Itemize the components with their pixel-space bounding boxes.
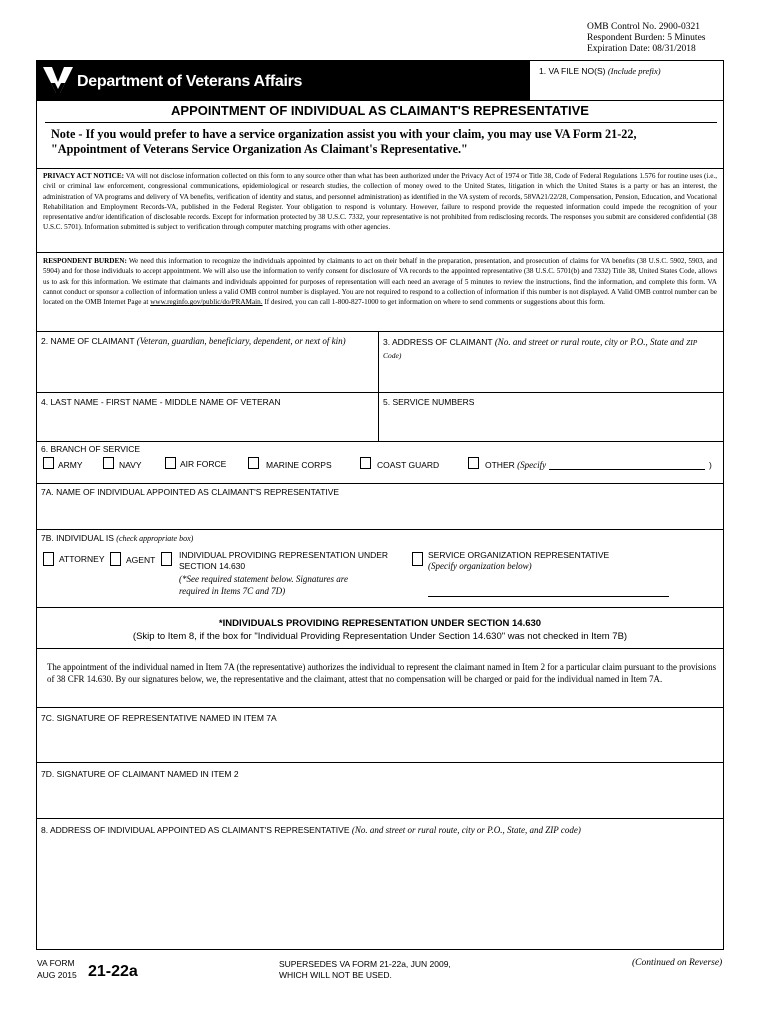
footer-continued: (Continued on Reverse) [632,958,723,968]
service-org-input[interactable] [428,596,669,597]
veteran-name-field[interactable]: 4. LAST NAME - FIRST NAME - MIDDLE NAME OF VETERAN [41,397,281,407]
privacy-act-notice [43,171,717,233]
claimant-address-hint: (No. and street or rural route, city or P.O., State and [494,337,684,347]
branch-marine-corps-label: MARINE CORPS [266,460,332,470]
burden-tail: If desired, you can call 1-800-827-1000 to get information on where to send comments or suggestions about this form. [262,298,605,307]
claimant-address-label: 3. ADDRESS OF CLAIMANT [383,337,493,347]
individual-is-text: 7B. INDIVIDUAL IS [41,533,114,543]
form-body [36,60,724,950]
agent-label: AGENT [126,555,156,565]
va-file-number-hint: (Include prefix) [607,66,661,76]
branch-air-force-checkbox[interactable] [165,457,176,469]
representative-address-hint: (No. and street or rural route, city or P.O., State, and ZIP code) [351,825,581,835]
form-title: APPOINTMENT OF INDIVIDUAL AS CLAIMANT'S REPRESENTATIVE [171,103,589,118]
omb-expiration-date: Expiration Date: 08/31/2018 [587,44,696,54]
omb-respondent-burden: Respondent Burden: 5 Minutes [587,33,706,43]
branch-navy-label: NAVY [119,460,142,470]
claimant-signature-field[interactable]: 7D. SIGNATURE OF CLAIMANT NAMED IN ITEM 2 [41,769,239,779]
service-org-hint: (Specify organization below) [428,561,532,571]
branch-army-checkbox[interactable] [43,457,54,469]
branch-army-label: ARMY [58,460,83,470]
branch-coast-guard-label: COAST GUARD [377,460,440,470]
branch-air-force-label: AIR FORCE [180,459,227,469]
section-14630-statement: The appointment of the individual named in Item 7A (the representative) authorizes the individual to represent the claimant named in Item 2 for a particular claim pursuant to the provisions of 38 CFR 14.630. By our signatures below, we, the representative and the claimant, attest that no compensation will be charged or paid for the individual named in Item 7A. [47,662,717,684]
privacy-heading: PRIVACY ACT NOTICE: [43,172,125,180]
agency-header-band [37,61,529,100]
footer-form-number: 21-22a [88,963,138,980]
branch-other-input[interactable] [549,469,705,470]
branch-of-service-label: 6. BRANCH OF SERVICE [41,444,141,454]
individual-14630-label [179,550,388,572]
footer-supersedes-1: SUPERSEDES VA FORM 21-22a, JUN 2009, [279,959,451,969]
branch-navy-checkbox[interactable] [103,457,114,469]
branch-other-checkbox[interactable] [468,457,479,469]
respondent-burden-notice [43,256,717,307]
individual-14630-note-2: required in Items 7C and 7D) [179,586,286,596]
note-line-1: Note - If you would prefer to have a service organization assist you with your claim, you may use VA Form 21-22, [51,127,637,141]
burden-heading: RESPONDENT BURDEN: [43,257,127,265]
service-org-checkbox[interactable] [412,552,423,566]
omb-control-number: OMB Control No. 2900-0321 [587,22,700,32]
footer-date: AUG 2015 [37,970,77,980]
va-file-number-field[interactable] [539,66,661,77]
section-14630-subheading: (Skip to Item 8, if the box for "Individual Providing Representation Under Section 14.630" was not checked in Item 7B) [132,631,628,642]
footer-supersedes [279,959,451,981]
va-file-number-label: 1. VA FILE NO(S) [539,66,606,76]
branch-other-label [485,460,546,471]
individual-14630-note-1: (*See required statement below. Signatures are [179,574,348,584]
representative-signature-field[interactable]: 7C. SIGNATURE OF REPRESENTATIVE NAMED IN ITEM 7A [41,713,277,723]
representative-name-field[interactable]: 7A. NAME OF INDIVIDUAL APPOINTED AS CLAIMANT'S REPRESENTATIVE [41,487,340,497]
attorney-label: ATTORNEY [59,554,105,564]
claimant-address-hint-code: Code) [383,351,402,360]
omb-block [587,22,705,55]
section-14630-heading: *INDIVIDUALS PROVIDING REPRESENTATION UNDER SECTION 14.630 [218,618,542,629]
individual-14630-note [179,573,348,597]
individual-14630-line-2: SECTION 14.630 [179,561,246,571]
footer-va-form: VA FORM [37,958,75,968]
footer-form-label [37,957,77,981]
service-numbers-field[interactable]: 5. SERVICE NUMBERS [383,397,475,407]
claimant-name-label: 2. NAME OF CLAIMANT [41,336,135,346]
individual-is-label [41,533,193,544]
agent-checkbox[interactable] [110,552,121,566]
note-text [51,127,637,157]
va-logo-icon [43,67,73,93]
individual-14630-line-1: INDIVIDUAL PROVIDING REPRESENTATION UNDER [179,550,389,560]
burden-text: We need this information to recognize the individuals appointed by claimants to act on their behalf in the preparation, presentation, and prosecution of claims for VA benefits (38 U.S.C. 5902, 5903, and 5904) and for those individuals to accept appointment. We will also use the information to verify consent for disclosure of VA records to the appointed representative (38 U.S.C. 5701(b) and 7332) Title 38, United States Code, allows us to ask for this information. We estimate that claimants and individuals appointed for purposes of representation will each need an average of 5 minutes to review the instructions, find the information, and complete this form. VA cannot conduct or sponsor a collection of information unless a valid OMB control number is displayed. You are not required to respond to a collection of information if this number is not displayed. A Valid OMB control number can be located on the OMB Internet Page at [43,257,717,307]
claimant-address-field[interactable] [383,336,697,362]
representative-address-label: 8. ADDRESS OF INDIVIDUAL APPOINTED AS CLAIMANT'S REPRESENTATIVE [41,825,350,835]
branch-other-close: ) [709,460,712,470]
branch-other-text: OTHER [485,460,515,470]
claimant-name-field[interactable] [41,336,346,347]
claimant-address-hint-zip: ZIP [686,338,698,347]
branch-other-specify: (Specify [517,460,547,470]
individual-is-hint: (check appropriate box) [116,534,194,543]
omb-link[interactable]: www.reginfo.gov/public/do/PRAMain. [150,298,263,307]
individual-14630-checkbox[interactable] [161,552,172,566]
agency-name: Department of Veterans Affairs [77,73,303,90]
claimant-name-hint: (Veteran, guardian, beneficiary, dependent, or next of kin) [136,336,346,346]
branch-marine-corps-checkbox[interactable] [248,457,259,469]
attorney-checkbox[interactable] [43,552,54,566]
service-org-label: SERVICE ORGANIZATION REPRESENTATIVE [428,550,610,560]
representative-address-field[interactable] [41,825,581,836]
branch-coast-guard-checkbox[interactable] [360,457,371,469]
privacy-text: VA will not disclose information collected on this form to any source other than what has been authorized under the Privacy Act of 1974 or Title 38, Code of Federal Regulations 1.576 for routine uses (i.e., civil or criminal law enforcement, congressional communications, epidemiological or research studies, the collection of money owed to the United States, litigation in which the United States is a party or has an interest, the administration of VA programs and delivery of VA benefits, verification of identity and status, and personnel administration) as identified in the VA system of records, 58VA21/22/28, Compensation, Pension, Education, and Vocational Rehabilitation and Employment Records-VA, published in the Federal Register. Your obligation to respond is voluntary. However, failure to respond provide the requested information could impede the recognition of your representative and/or identification of disclosable records. Except for information protected by 38 U.S.C. 7332, your representative is not prohibited from redisclosing records. The responses you submit are considered confidential (38 U.S.C. 5701). Information submitted is subject to verification through computer matching programs with other agencies. [43,172,718,232]
footer-supersedes-2: WHICH WILL NOT BE USED. [279,970,392,980]
note-line-2: "Appointment of Veterans Service Organization As Claimant's Representative." [51,142,468,156]
